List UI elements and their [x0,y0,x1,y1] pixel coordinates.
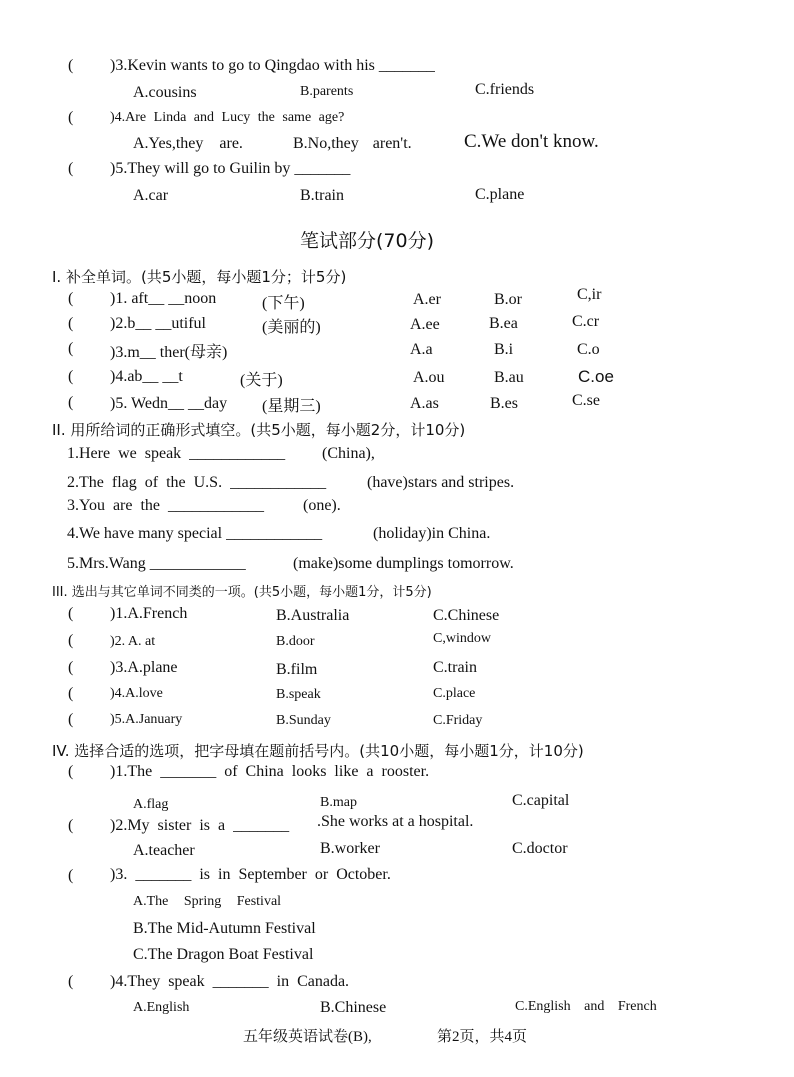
given-word: (make)some dumplings tomorrow. [293,555,514,572]
question-paren: ( [68,685,74,702]
question-paren: ( [68,160,74,177]
option-b: B.The Mid-Autumn Festival [133,920,316,937]
question-paren: ( [68,394,74,411]
question-paren: ( [68,817,74,834]
option-b: B.parents [300,84,354,99]
fill-stem: 1.Here we speak ____________ [67,445,286,462]
question-paren: ( [68,605,74,622]
chinese-hint: (下午) [262,295,305,312]
option-a: A.car [133,187,169,204]
option-a: A.teacher [133,842,195,859]
question-stem: )2. A. at [110,634,156,649]
section-2-heading: II. 用所给词的正确形式填空。(共5小题，每小题2分，计10分) [52,421,466,439]
option-a: A.English [133,1000,190,1015]
option-c: C.se [572,392,600,409]
chinese-hint: (美丽的) [262,319,321,336]
question-stem: )2.b__ __utiful [110,315,206,332]
question-paren: ( [68,711,74,728]
question-paren: ( [68,315,74,332]
option-a: A.ee [410,316,440,333]
option-b: B.au [494,369,524,386]
question-paren: ( [68,109,74,126]
question-paren: ( [68,867,74,884]
option-b: B.es [490,395,518,412]
question-stem: )5.A.January [110,712,183,727]
question-stem: )4.They speak _______ in Canada. [110,973,350,990]
question-stem: )1. aft__ __noon [110,290,217,307]
question-paren: ( [68,659,74,676]
question-stem: )3.Kevin wants to go to Qingdao with his _______ [110,57,435,74]
chinese-hint: (关于) [240,372,283,389]
option-c: C.plane [475,186,525,203]
fill-stem: 2.The flag of the U.S. ____________ [67,474,327,491]
option-b: B.worker [320,840,380,857]
question-stem: )5. Wedn__ __day [110,395,228,412]
option-a: A.Yes,they are. [133,135,243,152]
question-paren: ( [68,973,74,990]
option-a: A.as [410,395,439,412]
question-paren: ( [68,763,74,780]
option-c: C.oe [578,367,614,386]
option-b: B.Chinese [320,999,387,1016]
section-4-heading: IV. 选择合适的选项，把字母填在题前括号内。(共10小题，每小题1分，计10分) [52,742,584,760]
given-word: (one). [303,497,341,514]
option-c: C.place [433,686,476,701]
fill-stem: 5.Mrs.Wang ____________ [67,555,246,572]
option-a: A.ou [413,369,445,386]
option-b: B.Sunday [276,713,331,728]
option-c: C.o [577,341,600,358]
question-paren: ( [68,290,74,307]
option-c: C.We don't know. [464,131,599,152]
option-c: C.English and French [515,999,657,1014]
question-stem-tail: .She works at a hospital. [317,813,474,830]
question-stem: )5.They will go to Guilin by _______ [110,160,351,177]
question-stem: )1.A.French [110,605,188,622]
question-stem: )4.Are Linda and Lucy the same age? [110,110,345,125]
question-stem: )3.m__ ther(母亲) [110,344,228,361]
footer-page-number: 第2页，共4页 [437,1029,528,1045]
option-b: B.speak [276,687,321,702]
option-b: B.ea [489,315,518,332]
option-c: C.Friday [433,713,483,728]
written-part-title: 笔试部分(70分) [300,230,435,252]
option-c: C.doctor [512,840,568,857]
question-paren: ( [68,632,74,649]
footer-paper-title: 五年级英语试卷(B), [243,1029,372,1045]
question-paren: ( [68,57,74,74]
option-b: B.i [494,341,514,358]
option-c: C.friends [475,81,535,98]
option-b: B.map [320,795,357,810]
option-c: C.cr [572,313,600,330]
question-stem: )3.A.plane [110,659,178,676]
section-1-heading: I. 补全单词。(共5小题，每小题1分；计5分) [52,268,347,286]
fill-stem: 3.You are the ____________ [67,497,265,514]
question-stem: )4.ab__ __t [110,368,183,385]
question-stem: )3. _______ is in September or October. [110,866,391,883]
option-b: B.door [276,634,315,649]
option-c: C.The Dragon Boat Festival [133,946,314,963]
option-b: B.Australia [276,607,350,624]
question-paren: ( [68,340,74,357]
option-c: C.capital [512,792,570,809]
option-c: C,ir [577,286,602,303]
option-a: A.a [410,341,433,358]
question-stem: )1.The _______ of China looks like a rooster. [110,763,430,780]
option-b: B.No,they aren't. [293,135,412,152]
chinese-hint: (星期三) [262,398,321,415]
section-3-heading: III. 选出与其它单词不同类的一项。(共5小题，每小题1分，计5分) [52,585,432,600]
given-word: (China), [322,445,375,462]
option-b: B.or [494,291,522,308]
option-b: B.film [276,661,318,678]
question-stem: )2.My sister is a _______ [110,817,290,834]
option-c: C.Chinese [433,607,500,624]
option-c: C.train [433,659,477,676]
option-a: A.The Spring Festival [133,894,282,909]
option-a: A.er [413,291,441,308]
fill-stem: 4.We have many special ____________ [67,525,323,542]
option-a: A.cousins [133,84,197,101]
given-word: (have)stars and stripes. [367,474,515,491]
given-word: (holiday)in China. [373,525,491,542]
question-paren: ( [68,368,74,385]
option-b: B.train [300,187,344,204]
option-c: C,window [433,631,491,646]
question-stem: )4.A.love [110,686,163,701]
option-a: A.flag [133,797,169,812]
